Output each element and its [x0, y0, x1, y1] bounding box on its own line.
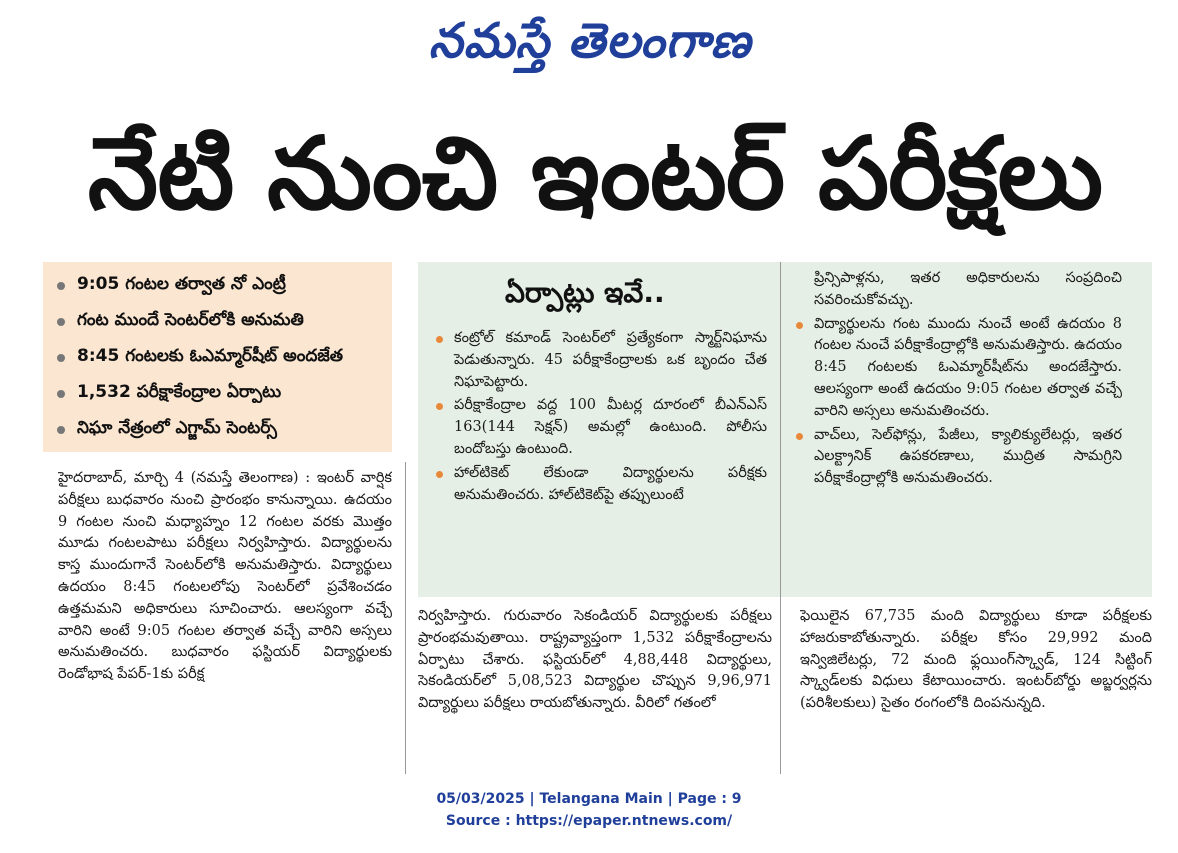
arrangement-item: విద్యార్థులను గంట ముందు నుంచే అంటే ఉదయం 8 గంటల నుంచే పరీక్షాకేంద్రాల్లోకి అనుమతిస్తారు. ఉదయం 8:45 గంటలకు ఓఎమ్మార్‌షీట్‌ను అందజేస్తారు. ఆలస్యంగా అంటే ఉదయం 9:05 గంటల తర్వాత వచ్చే వారిని అస్సలు అనుమతించరు. [792, 314, 1122, 423]
article-column-2: నిర్వహిస్తారు. గురువారం సెకండియర్ విద్యార్థులకు పరీక్షలు ప్రారంభమవుతాయి. రాష్ట్రవ్యాప్తంగా 1,532 పరీక్షాకేంద్రాలను ఏర్పాటు చేశారు. ఫస్టియర్‌లో 4,88,448 విద్యార్థులు, సెకండియర్‌లో 5,08,523 విద్యార్థుల చొప్పున 9,96,971 విద్యార్థులు పరీక్షలు రాయబోతున్నారు. వీరిలో గతంలో [418, 608, 772, 712]
arrangements-right-list [792, 268, 1122, 594]
highlight-item: నిఘా నేత్రంలో ఎగ్జామ్ సెంటర్స్ [43, 412, 392, 448]
column-divider [405, 462, 406, 774]
bullet-icon [57, 390, 65, 398]
arrangements-title: ఏర్పాట్లు ఇవే.. [505, 276, 665, 309]
bullet-icon [57, 354, 65, 362]
highlight-item: 9:05 గంటల తర్వాత నో ఎంట్రీ [43, 268, 392, 304]
bullet-icon [436, 403, 443, 410]
bullet-icon [436, 471, 443, 478]
footer-date-line: 05/03/2025 | Telangana Main | Page : 9 [436, 791, 742, 807]
article-column-1: హైదరాబాద్, మార్చి 4 (నమస్తే తెలంగాణ) : ఇంటర్ వార్షిక పరీక్షలు బుధవారం నుంచి ప్రారంభం కానున్నాయి. ఉదయం 9 గంటల నుంచి మధ్యాహ్నం 12 గంటల వరకు మొత్తం మూడు గంటలపాటు పరీక్షలు నిర్వహిస్తారు. విద్యార్థులను కాస్త ముందుగానే సెంటర్‌లోకి అనుమతిస్తారు. విద్యార్థులు ఉదయం 8:45 గంటలలోపు సెంటర్‌లో ప్రవేశించడం ఉత్తమమని అధికారులు సూచించారు. ఆలస్యంగా వచ్చే వారిని అంటే 9:05 గంటల తర్వాత వచ్చే వారిని అస్సలు అనుమతించరు. బుధవారం ఫస్టియర్ విద్యార్థులకు రెండోభాష పేపర్-1కు పరీక్ష [58, 470, 392, 683]
highlights-box [43, 262, 392, 452]
highlight-item: 8:45 గంటలకు ఓఎమ్మార్‌షీట్ అందజేత [43, 340, 392, 376]
masthead-logo [380, 6, 800, 76]
highlight-item: గంట ముందే సెంటర్‌లోకి అనుమతి [43, 304, 392, 340]
arrangement-continuation: ప్రిన్సిపాళ్లను, ఇతర అధికారులను సంప్రదించి సవరించుకోవచ్చు. [814, 270, 1122, 308]
arrangement-item: పరీక్షాకేంద్రాల వద్ద 100 మీటర్ల దూరంలో బీఎన్‌ఎస్ 163(144 సెక్షన్) అమల్లో ఉంటుంది. పోలీసు బందోబస్తు ఉంటుంది. [432, 395, 767, 460]
bullet-icon [796, 322, 803, 329]
bullet-icon [57, 282, 65, 290]
arrangements-left-list [432, 328, 767, 592]
bullet-icon [57, 426, 65, 434]
page-footer [0, 788, 1178, 832]
arrangement-item: వాచ్‌లు, సెల్‌ఫోన్లు, పేజీలు, క్యాలిక్యులేటర్లు, ఇతర ఎలక్ట్రానిక్ ఉపకరణాలు, ముద్రిత సామగ్రిని పరీక్షాకేంద్రాల్లోకి అనుమతించరు. [792, 425, 1122, 490]
column-divider [780, 262, 781, 774]
arrangement-item: కంట్రోల్ కమాండ్ సెంటర్‌లో ప్రత్యేకంగా స్మార్ట్‌నిఘాను పెడుతున్నారు. 45 పరీక్షాకేంద్రాలకు ఒక బృందం చేత నిఘాపెట్టారు. [432, 328, 767, 393]
bullet-icon [436, 336, 443, 343]
headline: నేటి నుంచి ఇంటర్ పరీక్షలు [87, 115, 1103, 232]
article-column-3: ఫెయిలైన 67,735 మంది విద్యార్థులు కూడా పరీక్షలకు హాజరుకాబోతున్నారు. పరీక్షల కోసం 29,992 మంది ఇన్విజిలేటర్లు, 72 మంది ఫ్లయింగ్‌స్క్వాడ్, 124 సిట్టింగ్ స్క్వాడ్‌లకు విధులు కేటాయించారు. ఇంటర్‌బోర్డు అబ్జర్వర్లను (పరిశీలకులు) సైతం రంగంలోకి దింపనున్నది. [800, 608, 1152, 712]
arrangement-item: హాల్‌టికెట్ లేకుండా విద్యార్థులను పరీక్షకు అనుమతించరు. హాల్‌టికెట్‌పై తప్పులుంటే [432, 463, 767, 507]
bullet-icon [796, 433, 803, 440]
masthead-title: నమస్తే తెలంగాణ [428, 13, 752, 69]
footer-source-link[interactable]: Source : https://epaper.ntnews.com/ [445, 813, 733, 829]
highlight-item: 1,532 పరీక్షాకేంద్రాల ఏర్పాటు [43, 376, 392, 412]
bullet-icon [57, 318, 65, 326]
